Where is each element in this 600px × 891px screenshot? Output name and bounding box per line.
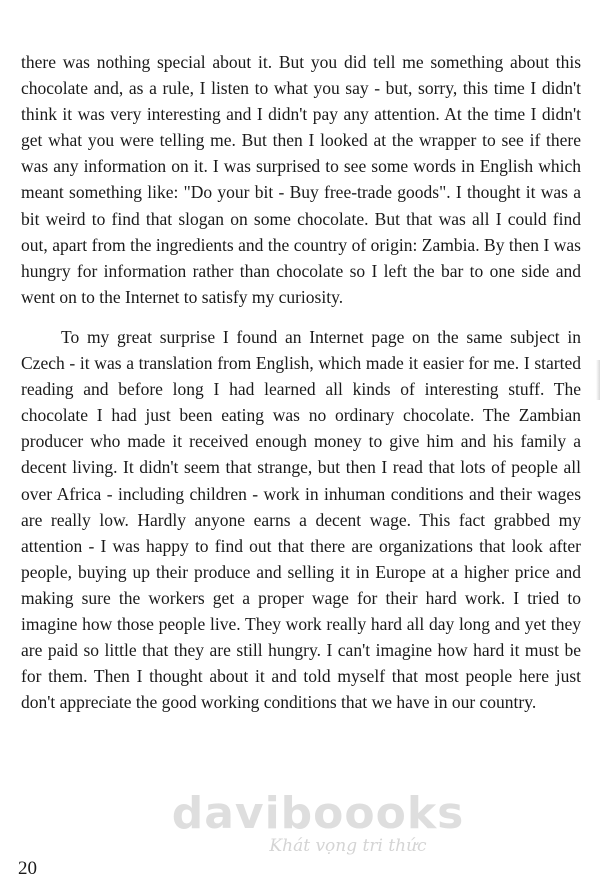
watermark	[168, 790, 468, 856]
paragraph-1: there was nothing special about it. But you did tell me something about this chocolate and, as a rule, I listen to what you say - but, sorry, this time I didn't think it was very interesting and I didn't pay any attention. At the time I didn't get what you were telling me. But then I looked at the wrapper to see if there was any information on it. I was surprised to see some words in English which meant something like: "Do your bit - Buy free-trade goods". I thought it was a bit weird to find that slogan on some chocolate. But that was all I could find out, apart from the ingredients and the country of origin: Zambia. By then I was hungry for information rather than chocolate so I left the bar to one side and went on to the Internet to satisfy my curiosity.	[21, 52, 581, 307]
paragraph-2: To my great surprise I found an Internet page on the same subject in Czech - it was a translation from English, which made it easier for me. I started reading and before long I had learned all kinds of interesting stuff. The chocolate I had just been eating was no ordinary chocolate. The Zambian producer who made it received enough money to give him and his family a decent living. It didn't seem that strange, but then I read that lots of people all over Africa - including children - work in inhuman conditions and their wages are really low. Hardly anyone earns a decent wage. This fact grabbed my attention - I was happy to find out that there are organizations that look after people, buying up their produce and selling it in Europe at a higher price and making sure the workers get a proper wage for their hard work. I tried to imagine how those people live. They work really hard all day long and yet they are paid so little that they are still hungry. I can't imagine how hard it must be for them. Then I thought about it and told myself that most people here just don't appreciate the good working conditions that we have in our country.	[21, 326, 581, 713]
page-number: 20	[18, 858, 37, 879]
watermark-tagline: Khát vọng tri thức	[269, 836, 427, 856]
page-body	[21, 49, 581, 715]
watermark-brand: daviboooks	[171, 788, 465, 839]
page-edge-shadow	[596, 360, 600, 400]
